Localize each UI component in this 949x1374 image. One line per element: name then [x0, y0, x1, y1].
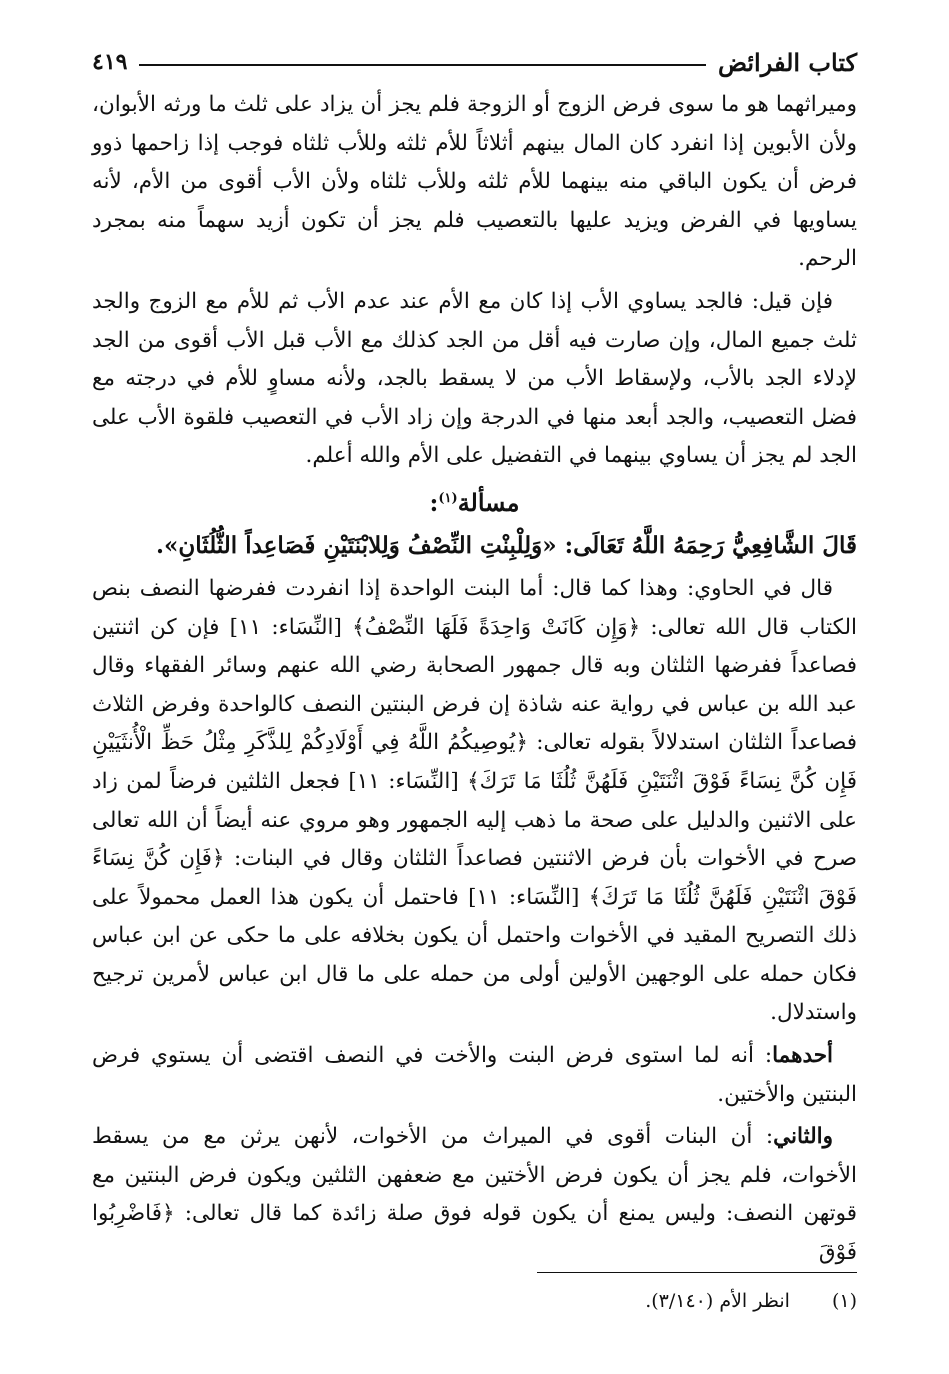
paragraph: فإن قيل: فالجد يساوي الأب إذا كان مع الأم عند عدم الأب ثم للأم مع الزوج والجد ثلث جميع المال، وإن صارت فيه أقل من الجد كذلك مع الأب قبل الأب أقوى من الجد لإدلاء الجد بالأب، ولإسقاط الأب من لا يسقط بالجد، ولأنه مساوٍ للأم في درجته مع فضل التعصيب، والجد أبعد منها في الدرجة وإن زاد الأب في التعصيب فلقوة الأب على الجد لم يجز أن يساوي بينهما في التفضيل على الأم والله أعلم.	[92, 288, 857, 469]
point-text: : أنه لما استوى فرض البنت والأخت في النصف اقتضى أن يستوي فرض البنتين والأختين.	[92, 1043, 857, 1107]
footnote-number: (١)	[831, 1290, 857, 1312]
paragraph: وميراثهما هو ما سوى فرض الزوج أو الزوجة فلم يجز أن يزاد على ثلث ما ورثه الأبوان، ولأن الأبوين إذا انفرد كان المال بينهم أثلاثاً للأم ثلثه وللأب ثلثاه فوجب إذا زاحمها ذوو فرض أن يكون الباقي منه بينهما للأم ثلثه وللأب ثلثاه ولأن الأب أقوى من الأم، لأنه يساويها في الفرض ويزيد عليها بالتعصيب فلم يجز أن تكون أزيد سهماً منه بمجرد الرحم.	[92, 92, 857, 272]
shafii-quote: قَالَ الشَّافِعِيُّ رَحِمَهُ اللَّهُ تَعَالَى: «وَلِلْبِنْتِ النِّصْفُ وَلِلابْنَتَيْنِ فَصَاعِداً الثُّلُثَانِ».	[156, 531, 857, 559]
page-number: ٤١٩	[92, 49, 128, 75]
footnote-text: انظر الأم (٣/١٤٠).	[645, 1290, 790, 1312]
point-text: : أن البنات أقوى في الميراث من الأخوات، لأنهن يرثن مع من يسقط الأخوات، فلم يجز أن يكون فرض الأختين مع ضعفهن الثلثين ويكون فرض البنتين مع قوتهن النصف: وليس يمنع أن يكون قوله فوق صلة زائدة كما قال تعالى: ﴿فَاضْرِبُوا فَوْقَ	[92, 1124, 857, 1266]
paragraph: قال في الحاوي: وهذا كما قال: أما البنت الواحدة إذا انفردت ففرضها النصف بنص الكتاب قال الله تعالى: ﴿وَإِن كَانَتْ وَاحِدَةً فَلَهَا النِّصْفُ﴾ [النِّسَاء: ١١] فإن كن اثنتين فصاعداً ففرضها الثلثان وبه قال جمهور الصحابة رضي الله عنهم وسائر الفقهاء وقال عبد الله بن عباس في رواية عنه شاذة إن فرض البنتين النصف كالواحدة وفرض الثلاث فصاعداً الثلثان استدلالاً بقوله تعالى: ﴿يُوصِيكُمُ اللَّهُ فِي أَوْلَادِكُمْ لِلذَّكَرِ مِثْلُ حَظِّ الْأُنثَيَيْنِ فَإِن كُنَّ نِسَاءً فَوْقَ اثْنَتَيْنِ فَلَهُنَّ ثُلُثَا مَا تَرَكَ﴾ [النِّسَاء: ١١] فجعل الثلثين فرضاً لمن زاد على الاثنين والدليل على صحة ما ذهب إليه الجمهور وهو مروي عنه أيضاً أن الله تعالى صرح في الأخوات بأن فرض الاثنتين فصاعداً الثلثان وقال في البنات: ﴿فَإِن كُنَّ نِسَاءً فَوْقَ اثْنَتَيْنِ فَلَهُنَّ ثُلُثَا مَا تَرَكَ﴾ [النِّسَاء: ١١] فاحتمل أن يكون هذا العمل محمولاً على ذلك التصريح المقيد في الأخوات واحتمل أن يكون بخلافه على ما حكى عن ابن عباس فكان حمله على الوجهين الأولين أولى من حمله على ما قال ابن عباس لأمرين ترجيح واستدلال.	[92, 575, 857, 1026]
header-rule	[139, 64, 706, 66]
section-heading-text: مسألة	[457, 487, 520, 517]
page-header	[92, 40, 857, 84]
page-body	[92, 86, 857, 1277]
footnote	[92, 1290, 857, 1312]
footnote-ref: (١)	[438, 490, 458, 506]
point-label: أحدهما	[772, 1043, 833, 1069]
point-item	[92, 1037, 857, 1114]
heading-colon: :	[429, 487, 439, 517]
footnote-separator	[537, 1272, 857, 1273]
section-heading	[92, 480, 857, 522]
point-item	[92, 1118, 857, 1272]
point-label: والثاني	[773, 1124, 833, 1150]
running-title: كتاب الفرائض	[717, 47, 857, 77]
